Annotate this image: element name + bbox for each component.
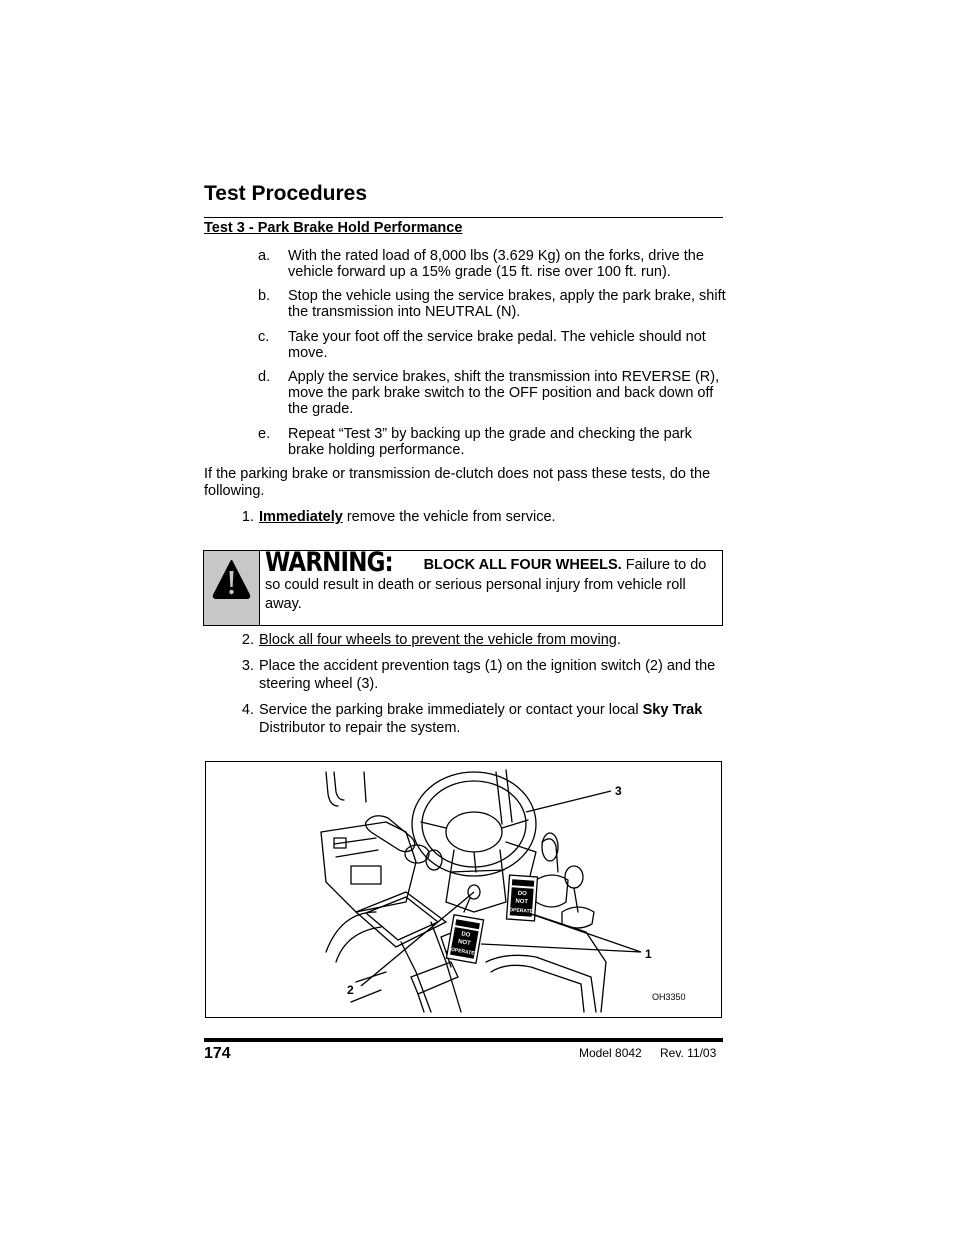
tag-ignition-switch (446, 915, 483, 964)
callout-3: 3 (615, 784, 622, 798)
item-punctuation: . (616, 632, 621, 648)
step-letter: d. (258, 369, 271, 385)
footer-revision: Rev. 11/03 (660, 1046, 717, 1060)
tag-text-operate: OPERATE (509, 907, 534, 915)
item-text (259, 632, 726, 650)
step-b (258, 288, 728, 320)
action-item-3 (236, 658, 726, 693)
step-text: Stop the vehicle using the service brakes, apply the park brake, shift the transmission into NEUTRAL (N). (288, 288, 726, 320)
page-number: 174 (204, 1045, 231, 1062)
action-item-2 (236, 632, 726, 650)
warning-body-text: Failure to do so could result in death or serious personal injury from vehicle roll away. (265, 557, 707, 612)
warning-icon-panel (204, 551, 260, 625)
item-text (259, 509, 726, 527)
item-number: 4. (241, 702, 254, 718)
tag-text-do: DO (460, 931, 471, 939)
tag-text-do: DO (517, 890, 527, 898)
step-letter: e. (258, 426, 271, 442)
item-underlined-text: Block all four wheels to prevent the vehicle from moving (259, 632, 617, 648)
item-text-pre: Service the parking brake immediately or contact your local (259, 702, 643, 718)
item-emphasis: Immediately (259, 509, 343, 525)
step-c (258, 329, 728, 361)
cab-illustration (206, 762, 721, 1017)
leader-line-1b (531, 914, 641, 952)
tag-text-not: NOT (515, 898, 529, 906)
item-rest: remove the vehicle from service. (342, 509, 556, 525)
step-letter: a. (258, 248, 271, 264)
title-divider (204, 217, 723, 218)
step-letter: b. (258, 288, 271, 304)
test-heading: Test 3 - Park Brake Hold Performance (204, 220, 463, 236)
tag-text-not: NOT (457, 938, 472, 947)
warning-label: WARNING: (265, 547, 393, 578)
leader-line-1a (481, 944, 641, 952)
footer-divider (204, 1038, 723, 1042)
figure-box (205, 761, 722, 1018)
step-letter: c. (258, 329, 270, 345)
section-title: Test Procedures (204, 182, 368, 205)
step-text: Take your foot off the service brake pedal. The vehicle should not move. (288, 329, 706, 361)
warning-triangle-icon (204, 551, 259, 625)
item-number: 2. (241, 632, 254, 648)
step-text: Repeat “Test 3” by backing up the grade and checking the park brake holding performance. (288, 426, 692, 458)
leader-line-3 (526, 791, 611, 812)
item-text-post: Distributor to repair the system. (259, 719, 461, 736)
step-text: With the rated load of 8,000 lbs (3.629 Kg) on the forks, drive the vehicle forward up a 15% grade (15 ft. rise over 100 ft. run). (288, 248, 704, 280)
action-item-1 (236, 509, 726, 527)
brand-name: Sky Trak (642, 702, 703, 718)
intro-paragraph: If the parking brake or transmission de-clutch does not pass these tests, do the following. (204, 466, 711, 499)
warning-bold-text: BLOCK ALL FOUR WHEELS. (423, 557, 622, 573)
item-text: Place the accident prevention tags (1) on the ignition switch (2) and the steering wheel (3). (259, 658, 716, 692)
step-d (258, 369, 728, 417)
callout-2: 2 (347, 983, 354, 997)
item-number: 3. (241, 658, 254, 674)
step-a (258, 248, 728, 280)
warning-box (203, 547, 723, 626)
tag-text-operate: OPERATE (450, 946, 475, 957)
action-item-4 (236, 702, 726, 737)
item-text (259, 702, 726, 737)
item-number: 1. (241, 509, 254, 525)
callout-1: 1 (645, 947, 652, 961)
footer-model: Model 8042 (579, 1046, 642, 1060)
step-text: Apply the service brakes, shift the transmission into REVERSE (R), move the park brake switch to the OFF position and back down off the grade. (288, 369, 720, 417)
figure-id: OH3350 (652, 992, 686, 1002)
warning-message (265, 547, 720, 615)
step-e (258, 426, 728, 458)
